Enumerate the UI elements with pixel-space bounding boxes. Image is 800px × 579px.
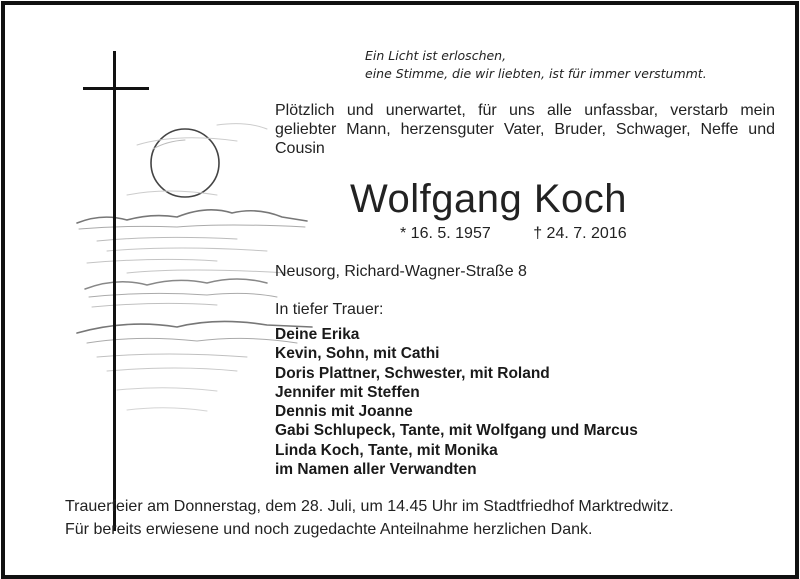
residence-address: Neusorg, Richard-Wagner-Straße 8 <box>275 263 527 280</box>
mourner-item: Jennifer mit Steffen <box>275 383 420 401</box>
deceased-name: Wolfgang Koch <box>350 177 628 221</box>
mourners-list <box>275 325 775 479</box>
announcement-text: Plötzlich und unerwartet, für uns alle unfassbar, verstarb mein geliebter Mann, herzensguter Vater, Bruder, Schwager, Neffe und Cousin <box>275 102 775 157</box>
obituary-frame <box>1 1 799 579</box>
thanks-note: Für bereits erwiesene und noch zugedachte Anteilnahme herzlichen Dank. <box>65 521 593 538</box>
mourning-label: In tiefer Trauer: <box>275 301 384 318</box>
footer-notice <box>65 495 785 541</box>
mourner-item: Doris Plattner, Schwester, mit Roland <box>275 364 550 382</box>
memorial-quote <box>365 47 775 83</box>
birth-date: * 16. 5. 1957 <box>400 225 491 242</box>
quote-line-1: Ein Licht ist erloschen, <box>365 48 507 63</box>
funeral-service-info: Trauerfeier am Donnerstag, dem 28. Juli, um 14.45 Uhr im Stadtfriedhof Marktredwitz. <box>65 498 674 515</box>
mourner-item: Dennis mit Joanne <box>275 403 413 421</box>
mourner-item: Kevin, Sohn, mit Cathi <box>275 345 440 363</box>
quote-line-2: eine Stimme, die wir liebten, ist für immer verstummt. <box>365 66 707 81</box>
life-dates <box>400 225 740 243</box>
death-date: † 24. 7. 2016 <box>533 225 627 242</box>
mourner-item: Deine Erika <box>275 326 360 343</box>
cross-icon <box>83 51 149 531</box>
mourner-item: Gabi Schlupeck, Tante, mit Wolfgang und Marcus <box>275 422 638 440</box>
mourner-item: im Namen aller Verwandten <box>275 461 477 479</box>
mourner-item: Linda Koch, Tante, mit Monika <box>275 441 498 459</box>
